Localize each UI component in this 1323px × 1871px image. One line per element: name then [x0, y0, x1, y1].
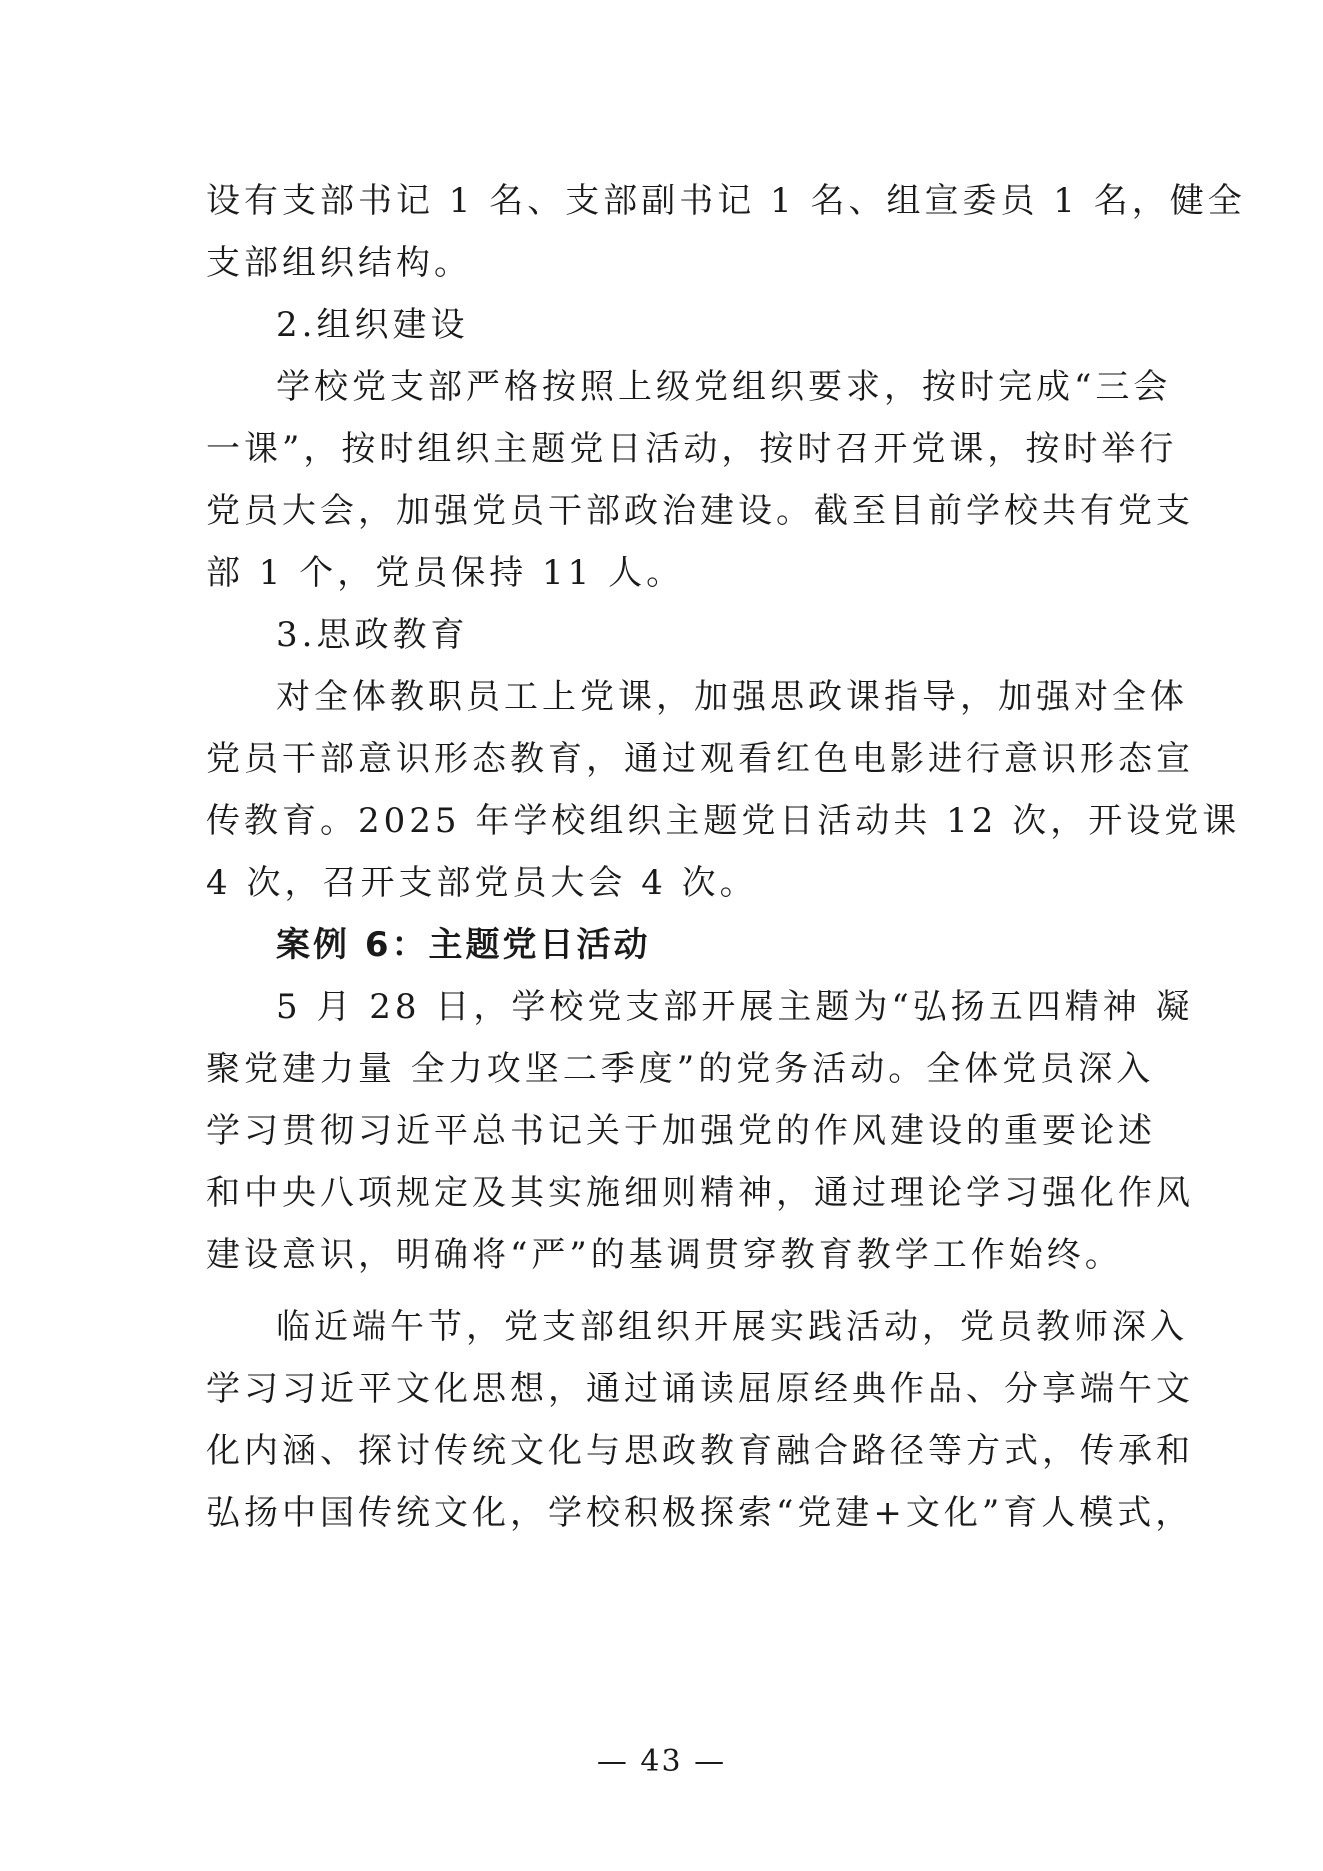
text-line: 部 1 个，党员保持 11 人。 — [206, 553, 685, 593]
text-line: 党员干部意识形态教育，通过观看红色电影进行意识形态宣 — [206, 739, 1194, 779]
text-line: 传教育。2025 年学校组织主题党日活动共 12 次，开设党课 — [206, 801, 1241, 841]
case-heading: 案例 6：主题党日活动 — [276, 925, 651, 965]
body-text — [206, 170, 1246, 1544]
text-line: 临近端午节，党支部组织开展实践活动，党员教师深入 — [276, 1307, 1188, 1347]
text-line: 化内涵、探讨传统文化与思政教育融合路径等方式，传承和 — [206, 1431, 1194, 1471]
text-line: 对全体教职员工上党课，加强思政课指导，加强对全体 — [276, 677, 1188, 717]
text-line: 一课”，按时组织主题党日活动，按时召开党课，按时举行 — [206, 429, 1178, 469]
text-line: 设有支部书记 1 名、支部副书记 1 名、组宣委员 1 名，健全 — [206, 181, 1246, 221]
text-line: 支部组织结构。 — [206, 243, 472, 283]
paragraph-gap — [206, 1286, 1130, 1296]
text-line: 聚党建力量 全力攻坚二季度”的党务活动。全体党员深入 — [206, 1049, 1155, 1089]
text-line: 学习贯彻习近平总书记关于加强党的作风建设的重要论述 — [206, 1111, 1156, 1151]
page-number: — 43 — — [596, 1744, 727, 1779]
text-line: 弘扬中国传统文化，学校积极探索“党建+文化”育人模式， — [206, 1493, 1194, 1533]
text-line: 和中央八项规定及其实施细则精神，通过理论学习强化作风 — [206, 1173, 1194, 1213]
text-line: 5 月 28 日，学校党支部开展主题为“弘扬五四精神 凝 — [276, 987, 1194, 1027]
section-heading-ideology: 3.思政教育 — [276, 615, 469, 655]
section-heading-organization: 2.组织建设 — [276, 305, 469, 345]
text-line: 建设意识，明确将“严”的基调贯穿教育教学工作始终。 — [206, 1235, 1123, 1275]
text-line: 党员大会，加强党员干部政治建设。截至目前学校共有党支 — [206, 491, 1194, 531]
text-line: 学校党支部严格按照上级党组织要求，按时完成“三会 — [276, 367, 1172, 407]
text-line: 学习习近平文化思想，通过诵读屈原经典作品、分享端午文 — [206, 1369, 1194, 1409]
text-line: 4 次，召开支部党员大会 4 次。 — [206, 863, 758, 903]
